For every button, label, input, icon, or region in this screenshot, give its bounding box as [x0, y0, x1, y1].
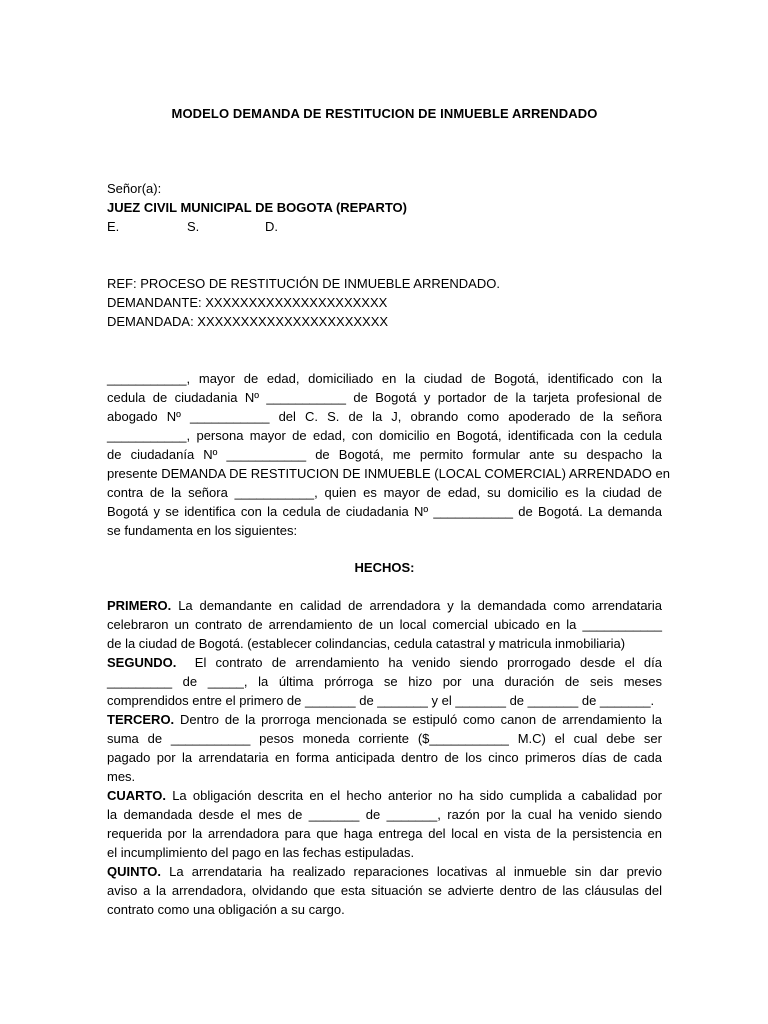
fact-segundo-line: comprendidos entre el primero de _______ de _______ y el _______ de _______ de _______.: [107, 693, 655, 708]
esd-e: E.: [107, 219, 120, 234]
fact-segundo-label: SEGUNDO.: [107, 655, 177, 670]
intro-line: de ciudadanía Nº ___________ de Bogotá, me permito formular ante su despacho la: [107, 447, 662, 462]
salutation: Señor(a):: [107, 181, 162, 196]
intro-line: contra de la señora ___________, quien es mayor de edad, su domicilio es la ciudad de: [107, 485, 662, 500]
fact-tercero-label: TERCERO.: [107, 712, 175, 727]
fact-cuarto-line: la demandada desde el mes de _______ de _______, razón por la cual ha venido siendo: [107, 807, 662, 822]
facts-section: [107, 596, 662, 919]
fact-primero-line: de la ciudad de Bogotá. (establecer colindancias, cedula catastral y matricula inmobiliaria): [107, 636, 626, 651]
court-name: JUEZ CIVIL MUNICIPAL DE BOGOTA (REPARTO): [107, 200, 407, 215]
ref-defendant: DEMANDADA: XXXXXXXXXXXXXXXXXXXXXX: [107, 314, 389, 329]
fact-quinto-line: aviso a la arrendadora, olvidando que esta situación se advierte dentro de las cláusulas del: [107, 883, 662, 898]
intro-line: se fundamenta en los siguientes:: [107, 523, 298, 538]
fact-tercero-line: suma de ___________ pesos moneda corriente ($___________ M.C) el cual debe ser: [107, 731, 662, 746]
fact-cuarto-label: CUARTO.: [107, 788, 166, 803]
fact-quinto-line: [107, 862, 662, 881]
fact-primero-text: La demandante en calidad de arrendadora y la demandada como arrendataria: [171, 598, 662, 613]
ref-process: REF: PROCESO DE RESTITUCIÓN DE INMUEBLE ARRENDADO.: [107, 276, 500, 291]
fact-primero-label: PRIMERO.: [107, 598, 172, 613]
fact-primero-line: [107, 596, 662, 615]
intro-line: ___________, mayor de edad, domiciliado en la ciudad de Bogotá, identificado con la: [107, 371, 662, 386]
fact-cuarto-text: La obligación descrita en el hecho anterior no ha sido cumplida a cabalidad por: [165, 788, 662, 803]
addressee-block: [107, 179, 662, 236]
intro-line: ___________, persona mayor de edad, con domicilio en Bogotá, identificada con la cedula: [107, 428, 662, 443]
fact-segundo-line: [107, 653, 662, 672]
fact-tercero-line: mes.: [107, 769, 136, 784]
ref-plaintiff: DEMANDANTE: XXXXXXXXXXXXXXXXXXXXX: [107, 295, 388, 310]
fact-quinto-label: QUINTO.: [107, 864, 161, 879]
intro-line: presente DEMANDA DE RESTITUCION DE INMUEBLE (LOCAL COMERCIAL) ARRENDADO en: [107, 466, 670, 481]
intro-line: abogado Nº ___________ del C. S. de la J, obrando como apoderado de la señora: [107, 409, 662, 424]
fact-quinto-text: La arrendataria ha realizado reparaciones locativas al inmueble sin dar previo: [160, 864, 662, 879]
document-title: MODELO DEMANDA DE RESTITUCION DE INMUEBLE ARRENDADO: [171, 106, 598, 121]
fact-cuarto-line: requerida por la arrendadora para que haga entrega del local en vista de la persistencia en: [107, 826, 662, 841]
fact-segundo-line: _________ de _____, la última prórroga se hizo por una duración de seis meses: [107, 674, 662, 689]
fact-tercero-line: [107, 710, 662, 729]
esd-s: S.: [187, 219, 200, 234]
fact-tercero-line: pagado por la arrendataria en forma anticipada dentro de los cinco primeros días de cada: [107, 750, 662, 765]
fact-primero-line: celebraron un contrato de arrendamiento de un local comercial ubicado en la ___________: [107, 617, 662, 632]
reference-block: [107, 274, 662, 331]
hechos-heading: HECHOS:: [354, 560, 415, 575]
fact-segundo-text: El contrato de arrendamiento ha venido siendo prorrogado desde el día: [176, 655, 662, 670]
fact-cuarto-line: el incumplimiento del pago en las fechas estipuladas.: [107, 845, 415, 860]
fact-quinto-line: contrato como una obligación a su cargo.: [107, 902, 345, 917]
intro-line: cedula de ciudadania Nº ___________ de Bogotá y portador de la tarjeta profesional de: [107, 390, 662, 405]
intro-line: Bogotá y se identifica con la cedula de ciudadania Nº ___________ de Bogotá. La demanda: [107, 504, 662, 519]
esd-line: [107, 217, 662, 236]
fact-tercero-text: Dentro de la prorroga mencionada se estipuló como canon de arrendamiento la: [174, 712, 662, 727]
document-page: [107, 0, 670, 1024]
esd-d: D.: [265, 219, 278, 234]
intro-paragraph: [107, 369, 670, 540]
fact-cuarto-line: [107, 786, 662, 805]
